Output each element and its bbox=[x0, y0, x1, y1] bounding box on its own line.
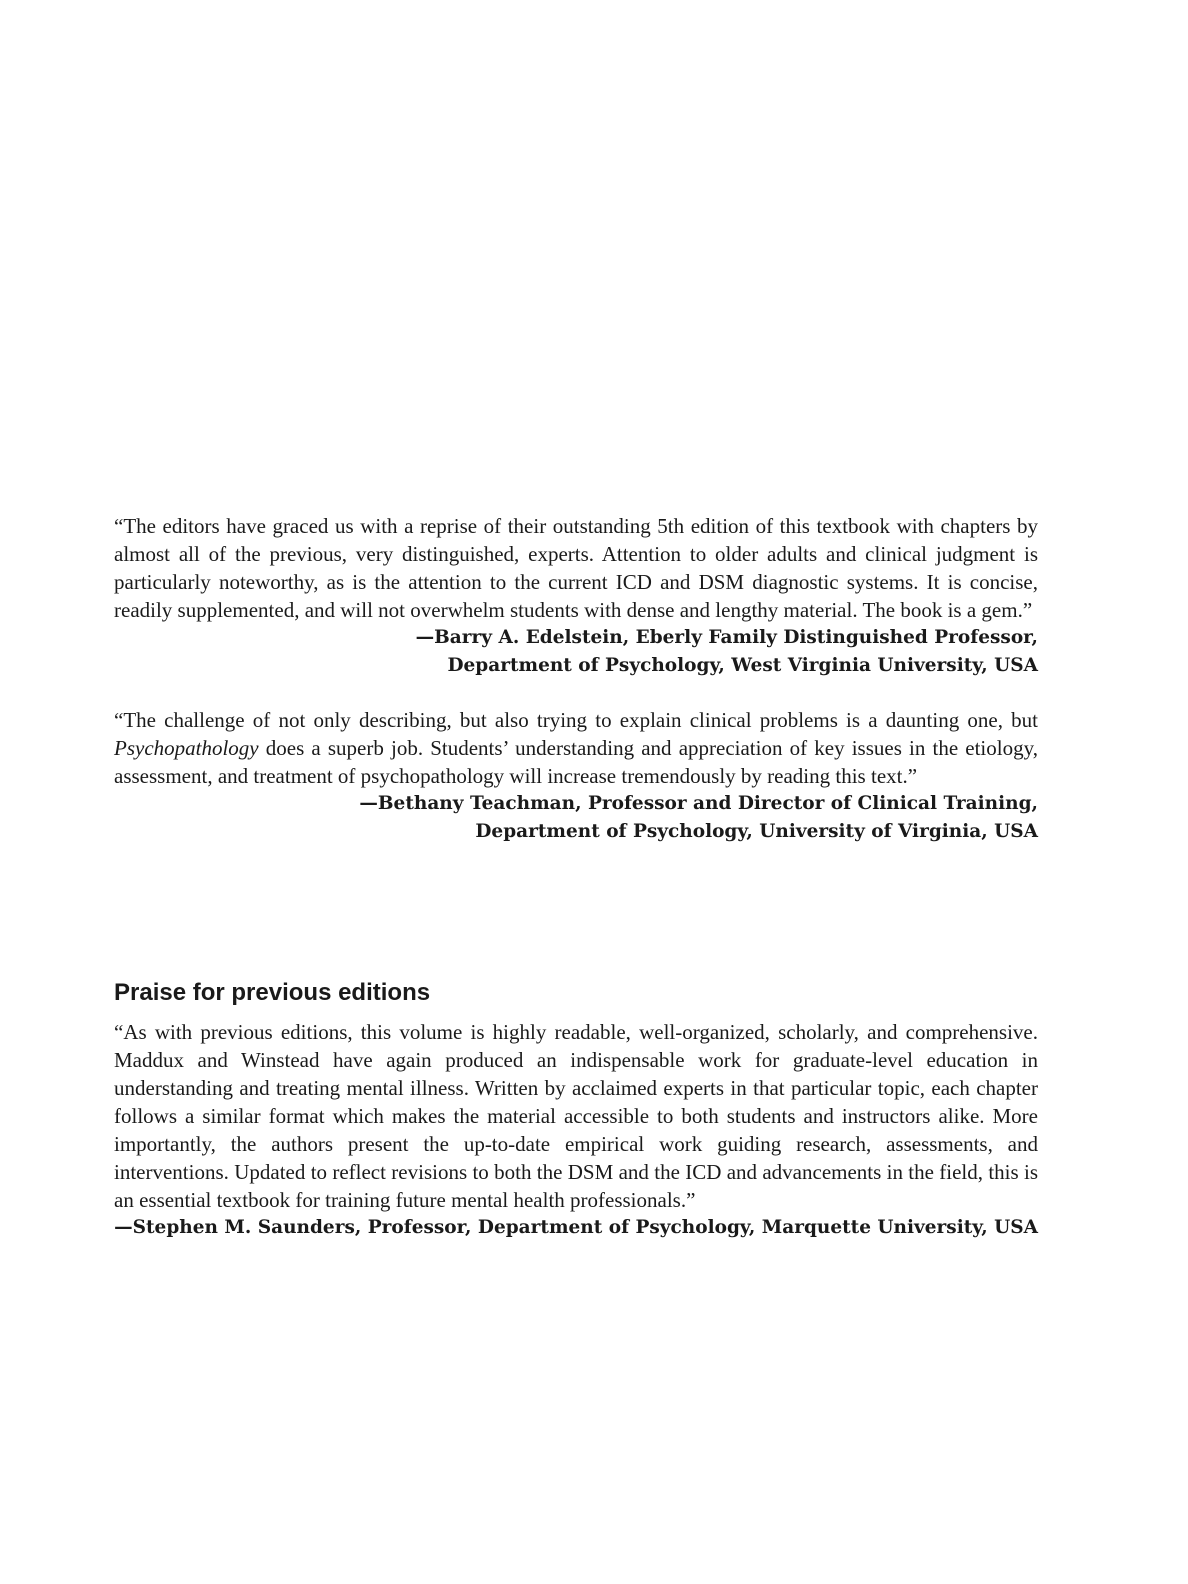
quote-text-start: “The challenge of not only describing, but also trying to explain clinical problems is a daunting one, but bbox=[114, 708, 1038, 732]
testimonial-edelstein bbox=[114, 512, 1038, 680]
quote-text-end: does a superb job. Students’ understanding and appreciation of key issues in the etiology, assessment, and treatment of psychopathology will increase tremendously by reading this text.” bbox=[114, 736, 1038, 788]
testimonial-attribution-name: —Bethany Teachman, Professor and Director of Clinical Training, bbox=[359, 793, 1038, 814]
testimonial-teachman bbox=[114, 706, 1038, 846]
testimonial-attribution-name: —Barry A. Edelstein, Eberly Family Distinguished Professor, bbox=[415, 627, 1038, 648]
testimonial-quote: “The editors have graced us with a reprise of their outstanding 5th edition of this textbook with chapters by almost all of the previous, very distinguished, experts. Attention to older adults and clinical judgment is particularly noteworthy, as is the attention to the current ICD and DSM diagnostic systems. It is concise, readily supplemented, and will not overwhelm students with dense and lengthy material. The book is a gem.” bbox=[114, 514, 1038, 622]
section-heading: Praise for previous editions bbox=[114, 979, 431, 1006]
praise-page bbox=[114, 512, 1038, 1238]
book-title-italic: Psychopathology bbox=[114, 736, 259, 760]
testimonial-attribution-affiliation: Department of Psychology, University of Virginia, USA bbox=[475, 821, 1038, 842]
testimonial-attribution: —Stephen M. Saunders, Professor, Department of Psychology, Marquette University, USA bbox=[114, 1217, 1038, 1238]
testimonial-saunders bbox=[114, 1018, 1038, 1242]
testimonial-quote bbox=[114, 706, 1038, 790]
testimonial-attribution-affiliation: Department of Psychology, West Virginia University, USA bbox=[447, 655, 1038, 676]
testimonial-quote: “As with previous editions, this volume is highly readable, well-organized, scholarly, and comprehensive. Maddux and Winstead have again produced an indispensable work for graduate-level education in understanding and treating mental illness. Written by acclaimed experts in that particular topic, each chapter follows a similar format which makes the material accessible to both students and instructors alike. More importantly, the authors present the up-to-date empirical work guiding research, assessments, and interventions. Updated to reflect revisions to both the DSM and the ICD and advancements in the field, this is an essential textbook for training future mental health professionals.” bbox=[114, 1020, 1038, 1212]
